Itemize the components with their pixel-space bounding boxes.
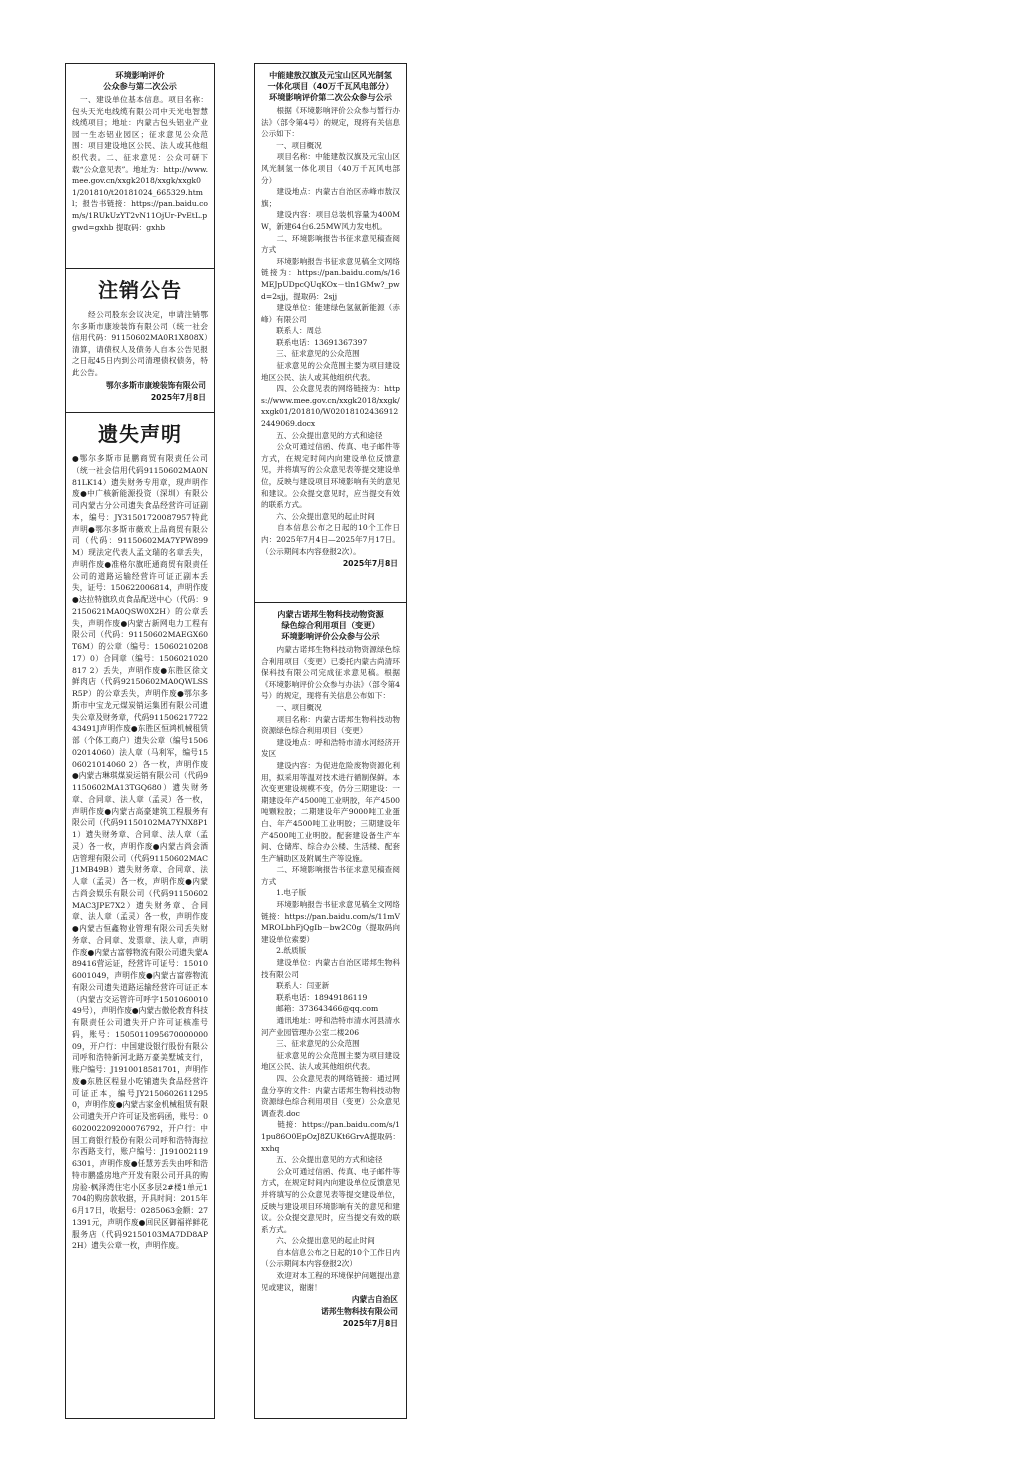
deregistration-title: 注销公告 — [98, 278, 182, 302]
eia-notice-title — [72, 70, 208, 92]
deregistration-body: 经公司股东会议决定，申请注销鄂尔多斯市康竣装饰有限公司（统一社会信用代码：91150602MA0R1X808X）清算，请债权人及债务人自本公告见报之日起45日内到公司清理债权债务，特此公告。 — [72, 310, 208, 377]
lost-declaration-body: ●鄂尔多斯市昆鹏商贸有限责任公司（统一社会信用代码91150602MA0N81LK14）遗失财务专用章，现声明作废●中广核新能源投资（深圳）有限公司内蒙古分公司遗失食品经营许可证副本，编号：JY31501720087957特此声明●鄂尔多斯市薇欢上品商贸有限公司（代码：91150602MA7YPW899M）现法定代表人孟文瑞的名章丢失，声明作废●准格尔旗旺通商贸有限责任公司的道路运输经营许可证正副本丢失，证号：150622006814，声明作废●达拉特旗玖贞食品配送中心（代码：92150621MA0QSW0X2H）的公章丢失，声明作废●内蒙古新网电力工程有限公司（代码：91150602MAEGX60T6M）的公章（编号：1506021020817）0）合同章（编号：1506021020817 2）丢失，声明作废●东胜区徐文鲜肉店（代码92150602MA0QWLSSR5P）的公章丢失，声明作废●鄂尔多斯市中宝龙元煤炭销运集团有限公司遗失公章及财务章，代码91150621772243491J声明作废●东胜区恒鸿机械租赁部（个体工商户）遗失公章（编号150602014060）法人章（马利军，编号1506021014060 2）各一枚，声明作废●内蒙古琳琪煤炭运销有限公司（代码91150602MA13TGQ680）遗失财务章、合同章、法人章（孟灵）各一枚，声明作废●内蒙古高豪建筑工程服务有限公司（代码91150102MA7YNX8P11）遗失财务章、合同章、法人章（孟灵）各一枚，声明作废●内蒙古尚会酒店管理有限公司（代码91150602MACJ1MB49B）遗失财务章、合同章、法人章（孟灵）各一枚，声明作废●内蒙古尚会娱乐有限公司（代码91150602MAC3JPE7X2）遗失财务章、合同章、法人章（孟灵）各一枚，声明作废●内蒙古恒鑫物业管理有限公司丢失财务章、合同章、发票章、法人章，声明作废●内蒙古富蓉物流有限公司遗失蒙A89416营运证，经营许可证号：150106001049，声明作废●内蒙古富蓉物流有限公司遗失道路运输经营许可证正本（内蒙古交运管许可呼字150106001049号），声明作废●内蒙古傲伦教育科技有限责任公司遗失开户许可证核准号码，账号：150501109567000000009，开户行：中国建设银行股份有限公司呼和浩特新河北路万豪美墅城支行，账户编号：J1910018581701，声明作废●东胜区程显小吃铺遗失食品经营许可证正本，编号JY21506026112950，声明作废●内蒙古家金机械租赁有限公司遗失开户许可证及密码函，账号：0602002209200076792，开户行：中国工商银行股份有限公司呼和浩特海拉尔西路支行，账户编号：J1910021196301，声明作废●任慧芳丢失由呼和浩特市鹏盛房地产开发有限公司开具的购房验·枫泽湾住宅小区多层2#楼1单元1704的购房款收据，开具时间：2015年6月17日，收据号：0285063金额：271391元，声明作废●回民区御福祥鲜花服务店（代码92150103MA7DD8AP2H）遗失公章一枚，声明作废。 — [72, 454, 208, 1251]
deregistration-date: 2025年7月8日 — [150, 392, 206, 402]
wind-notice-title-line: 一体化项目（40万千瓦风电部分） — [267, 81, 394, 91]
biotech-notice-body: 内蒙古诺邦生物科技动物资源绿色综合利用项目（变更）已委托内蒙古尚清环保科技有限公司完成征求意见稿。根据《环境影响评价公众参与办法》（部令第4号）的规定，现将有关信息公布如下： 一、项目概况 项目名称：内蒙古诺邦生物科技动物资源绿色综合利用项目（变更） 建设地点：呼和浩特市清水河经济开发区 建设内容：为促进危险废物资源化利用，拟采用等温对技术进行循制保鲜。本次变更建设规模不变，仍分三期建设：一期建设年产4500吨工业明胶，年产4500吨颗粒胶；二期建设年产9000吨工业蛋白、年产4500吨工业明胶；三期建设年产4500吨工业明胶。配套建设备生产车间、仓储库、综合办公楼、生活楼、配套生产辅助区及附属生产等设施。 二、环境影响报告书征求意见稿查阅方式 1.电子版 环境影响报告书征求意见稿全文网络链接：https://pan.baidu.com/s/11mVMROLbhFjQgIb－bw2C0g（提取码向建设单位索要） 2.纸质版 建设单位：内蒙古自治区诺邦生物科技有限公司 联系人：闫亚新 联系电话：18949186119 邮箱：373643466@qq.com 通讯地址：呼和浩特市清水河县清水河产业园管理办公室二楼206 三、征求意见的公众范围 征求意见的公众范围主要为项目建设地区公民、法人或其他组织代表。 四、公众意见表的网络链接：通过网盘分享的文件：内蒙古诺邦生物科技动物资源绿色综合利用项目（变更）公众意见调查表.doc 链接：https://pan.baidu.com/s/11pu86O0EpOzJ8ZUKt6GrvA提取码：xxhq 五、公众提出意见的方式和途径 公众可通过信函、传真、电子邮件等方式，在规定时间内向建设单位反馈意见并将填写的公众意见表等提交建设单位，反映与建设项目环境影响有关的意见和建议。公众提交意见时，应当提交有效的联系方式。 六、公众提出意见的起止时间 自本信息公布之日起的10个工作日内（公示期间本内容登报2次） 欢迎对本工程的环境保护问题提出意见或建议，谢谢！ — [261, 645, 400, 1292]
wind-hydrogen-eia-notice — [255, 64, 406, 602]
biotech-notice-title-line: 绿色综合利用项目（变更） — [281, 620, 380, 630]
biotech-notice-signer: 内蒙古自治区 — [351, 1295, 398, 1305]
eia-notice-title-line: 公众参与第二次公示 — [103, 81, 177, 91]
wind-notice-title-line: 环境影响评价第二次公众参与公示 — [269, 92, 392, 102]
lost-declaration-notice — [66, 412, 214, 1418]
eia-public-notice — [66, 64, 214, 268]
wind-notice-body: 根据《环境影响评价公众参与暂行办法》（部令第4号）的规定，现将有关信息公示如下： 一、项目概况 项目名称：中能建敖汉旗及元宝山区风光制氢一体化项目（40万千瓦风电部分） 建设地点：内蒙古自治区赤峰市敖汉旗； 建设内容：项目总装机容量为400MW，新建64台6.25MW风力发电机。 二、环境影响报告书征求意见稿查阅方式 环境影响报告书征求意见稿全文网络链接为：https://pan.baidu.com/s/16MEJpUDpcQUqKOx－tln1GMw?_pwd=2sjj，提取码：2sjj 建设单位：能建绿色氢氨新能源（赤峰）有限公司 联系人：周总 联系电话：13691367397 三、征求意见的公众范围 征求意见的公众范围主要为项目建设地区公民、法人或其他组织代表。 四、公众意见表的网络链接为：https://www.mee.gov.cn/xxgk2018/xxgk/xxgk01/201810/W020181024369122449069.docx 五、公众提出意见的方式和途径 公众可通过信函、传真、电子邮件等方式，在规定时间内向建设单位反馈意见，并将填写的公众意见表等提交建设单位，反映与建设项目环境影响有关的意见和建议。公众提交意见时，应当提交有效的联系方式。 六、公众提出意见的起止时间 自本信息公布之日起的10个工作日内：2025年7月4日—2025年7月17日。（公示期间本内容登报2次）。 — [261, 106, 400, 556]
biotech-notice-title-line: 环境影响评价公众参与公示 — [281, 631, 380, 641]
left-column — [65, 63, 215, 1419]
right-column — [254, 63, 407, 1419]
eia-notice-title-line: 环境影响评价 — [115, 70, 165, 80]
biotech-notice-title — [261, 609, 400, 642]
eia-notice-body: 一、建设单位基本信息。项目名称：包头天光电线缆有限公司中天光电智慧线缆项目；地址：内蒙古包头铝业产业园一生态铝业园区；征求意见公众范围：项目建设地区公民、法人或其他组织代表。二、征求意见：公众可研下载“公众意见表”。地址为：http://www.mee.gov.cn/xxgk2018/xxgk/xxgk01/201810/t20181024_665329.html；报告书链接：https://pan.baidu.com/s/1RUkUzYT2vN11OjUr-PvEtL.pgwd=gxhb 提取码：gxhb — [72, 95, 208, 232]
biotech-notice-date: 2025年7月8日 — [342, 1319, 398, 1329]
biotech-notice-signer: 诺邦生物科技有限公司 — [321, 1307, 398, 1317]
deregistration-signer: 鄂尔多斯市康竣装饰有限公司 — [106, 380, 206, 390]
biotech-notice-title-line: 内蒙古诺邦生物科技动物资源 — [277, 609, 384, 619]
wind-notice-title — [261, 70, 400, 103]
deregistration-notice — [66, 268, 214, 412]
lost-declaration-title: 遗失声明 — [98, 422, 182, 446]
biotech-eia-notice — [255, 602, 406, 1418]
wind-notice-title-line: 中能建敖汉旗及元宝山区风光制氢 — [269, 70, 392, 80]
wind-notice-date: 2025年7月8日 — [342, 559, 398, 569]
